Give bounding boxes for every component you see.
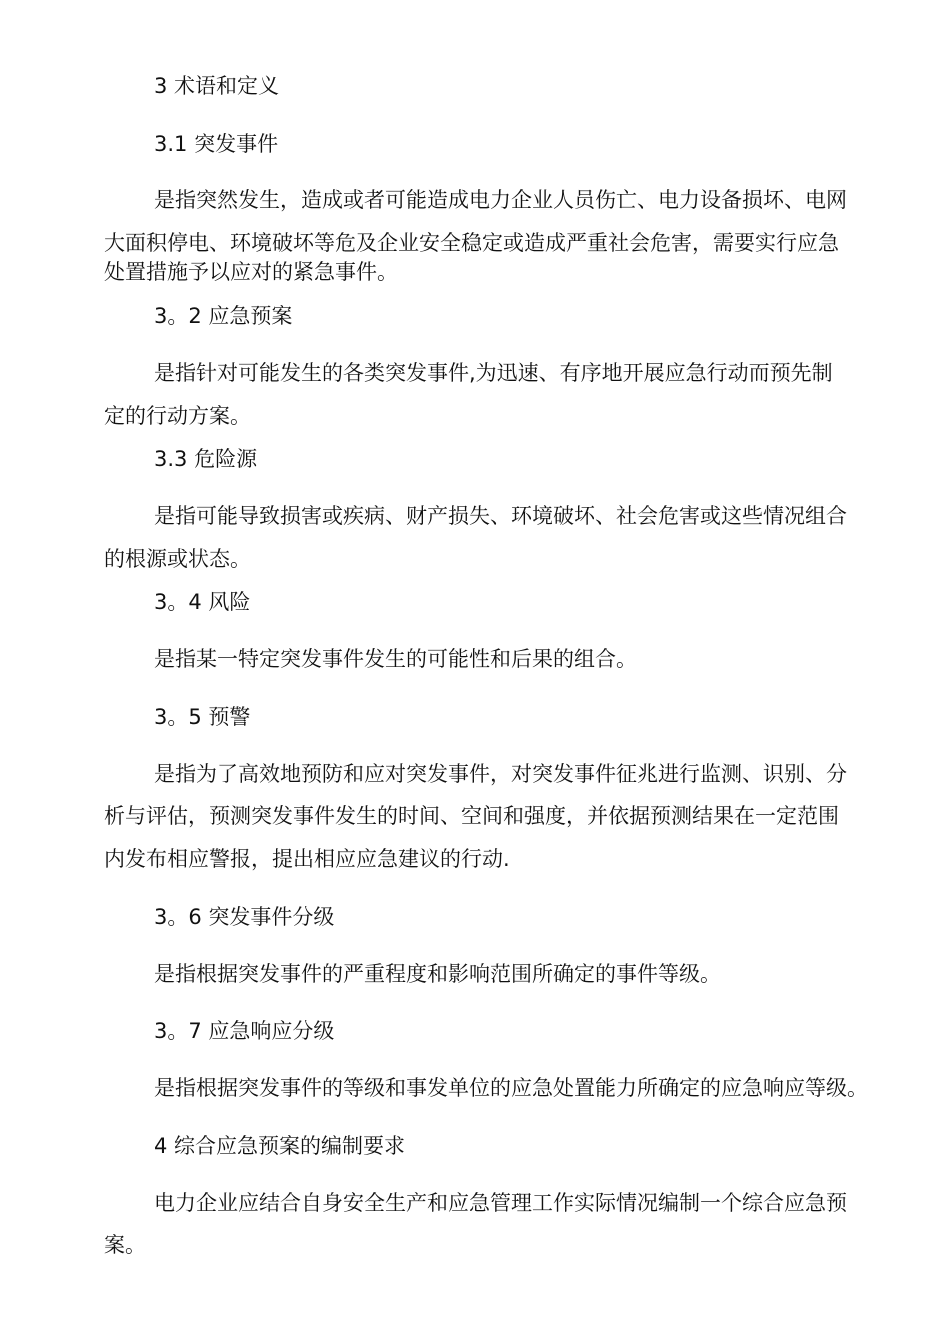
section-3-3-title: 3.3 危险源 [154,447,258,471]
section-3-7-body-line-1: 是指根据突发事件的等级和事发单位的应急处置能力所确定的应急响应等级。 [154,1076,868,1100]
section-3-6-title: 3。6 突发事件分级 [154,905,335,929]
section-4-title: 4 综合应急预案的编制要求 [154,1134,406,1158]
section-3-6-body-line-1: 是指根据突发事件的严重程度和影响范围所确定的事件等级。 [154,962,721,986]
section-3-5-title: 3。5 预警 [154,705,251,729]
section-3-4-title: 3。4 风险 [154,590,251,614]
section-3-7-title: 3。7 应急响应分级 [154,1019,335,1043]
section-3-3-body-line-2: 的根源或状态。 [104,547,251,571]
section-4-body-line-1: 电力企业应结合自身安全生产和应急管理工作实际情况编制一个综合应急预 [154,1191,847,1215]
section-3-2-title: 3。2 应急预案 [154,304,293,328]
section-3-1-body-line-3: 处置措施予以应对的紧急事件。 [104,260,398,284]
section-3-5-body-line-3: 内发布相应警报，提出相应应急建议的行动. [104,847,510,871]
section-3-5-body-line-1: 是指为了高效地预防和应对突发事件，对突发事件征兆进行监测、识别、分 [154,762,847,786]
section-3-1-body-line-2: 大面积停电、环境破坏等危及企业安全稳定或造成严重社会危害，需要实行应急 [104,231,839,255]
section-3-4-body-line-1: 是指某一特定突发事件发生的可能性和后果的组合。 [154,647,637,671]
section-3-2-body-line-2: 定的行动方案。 [104,404,251,428]
section-3-2-body-line-1: 是指针对可能发生的各类突发事件,为迅速、有序地开展应急行动而预先制 [154,361,833,385]
section-3-1-body-line-1: 是指突然发生，造成或者可能造成电力企业人员伤亡、电力设备损坏、电网 [154,188,847,212]
section-3-title: 3 术语和定义 [154,74,280,98]
section-4-body-line-2: 案。 [104,1233,146,1257]
section-3-1-title: 3.1 突发事件 [154,132,279,156]
section-3-3-body-line-1: 是指可能导致损害或疾病、财产损失、环境破坏、社会危害或这些情况组合 [154,504,847,528]
section-3-5-body-line-2: 析与评估，预测突发事件发生的时间、空间和强度，并依据预测结果在一定范围 [104,804,839,828]
